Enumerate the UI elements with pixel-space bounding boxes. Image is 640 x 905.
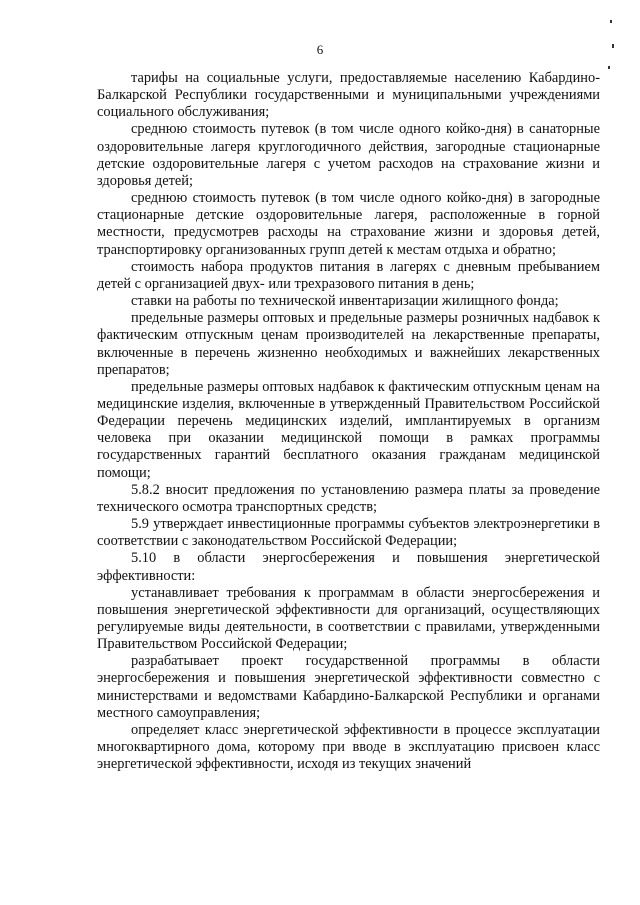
paragraph: 5.10 в области энергосбережения и повышения энергетической эффективности: — [97, 550, 600, 584]
scan-mark — [608, 66, 610, 69]
paragraph: ставки на работы по технической инвентаризации жилищного фонда; — [131, 293, 559, 310]
paragraph: разрабатывает проект государственной программы в области энергосбережения и повышения энергетической эффективности совместно с министерствами и ведомствами Кабардино-Балкарской Республики и органами местного самоуправления; — [97, 653, 600, 721]
paragraph: среднюю стоимость путевок (в том числе одного койко-дня) в загородные стационарные детские оздоровительные лагеря, расположенные в горной местности, предусмотрев расходы на страхование жизни и здоровья детей, транспортировку организованных групп детей к местам отдыха и обратно; — [97, 190, 600, 258]
paragraph: 5.9 утверждает инвестиционные программы субъектов электроэнергетики в соответствии с законодательством Российской Федерации; — [97, 516, 600, 550]
paragraph: предельные размеры оптовых и предельные размеры розничных надбавок к фактическим отпускным ценам производителей на лекарственные препараты, включенные в перечень жизненно необходимых и важнейших лекарственных препаратов; — [97, 310, 600, 378]
page-number: 6 — [316, 42, 324, 57]
paragraph: предельные размеры оптовых надбавок к фактическим отпускным ценам на медицинские изделия, включенные в утвержденный Правительством Российской Федерации перечень медицинских изделий, имплантируемых в организм человека при оказании медицинской помощи в рамках программы государственных гарантий бесплатного оказания гражданам медицинской помощи; — [97, 378, 600, 481]
paragraph: определяет класс энергетической эффективности в процессе эксплуатации многоквартирного дома, которому при вводе в эксплуатацию присвоен класс энергетической эффективности, исходя из текущих значений — [97, 721, 600, 773]
paragraph: устанавливает требования к программам в области энергосбережения и повышения энергетической эффективности для организаций, осуществляющих регулируемые виды деятельности, в соответствии с правилами, утвержденными Правительством Российской Федерации; — [97, 584, 600, 653]
document-body — [97, 70, 600, 773]
paragraph: стоимость набора продуктов питания в лагерях с дневным пребыванием детей с организацией двух- или трехразового питания в день; — [97, 258, 600, 292]
scan-mark — [612, 44, 614, 48]
paragraph: тарифы на социальные услуги, предоставляемые населению Кабардино-Балкарской Республики государственными и муниципальными учреждениями социального обслуживания; — [97, 70, 600, 121]
paragraph: 5.8.2 вносит предложения по установлению размера платы за проведение технического осмотра транспортных средств; — [97, 481, 600, 515]
paragraph: среднюю стоимость путевок (в том числе одного койко-дня) в санаторные оздоровительные лагеря круглогодичного действия, загородные стационарные детские оздоровительные лагеря с учетом расходов на страхование жизни и здоровья детей; — [97, 121, 600, 189]
scan-mark — [610, 20, 612, 23]
